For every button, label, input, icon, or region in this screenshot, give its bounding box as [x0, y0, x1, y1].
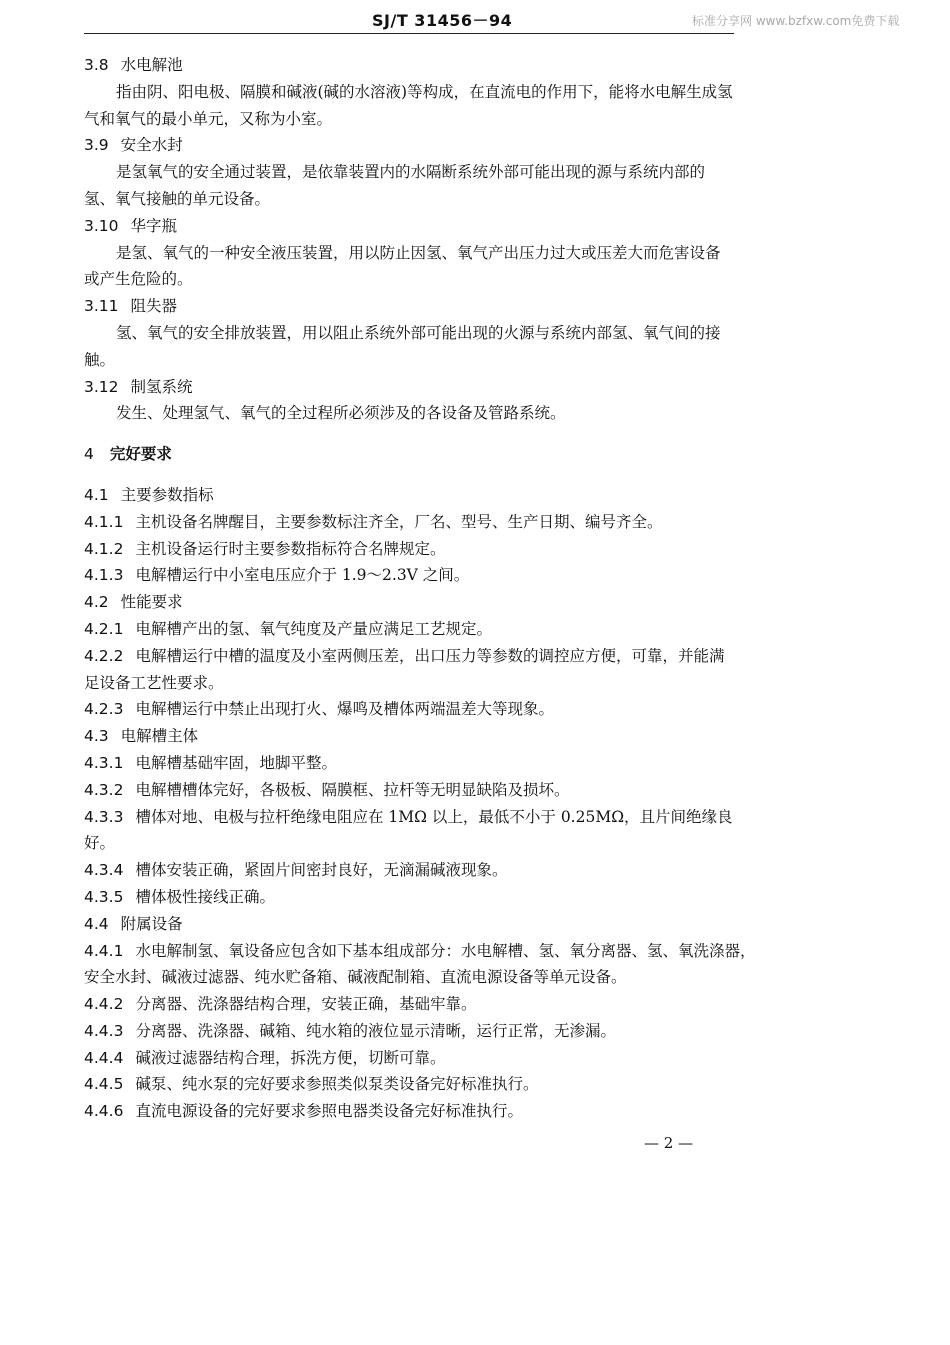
clause-number: 4.2.2 [84, 646, 124, 665]
clause-heading [84, 482, 740, 509]
line-text: 槽体极性接线正确。 [135, 887, 275, 906]
line-text: 电解槽运行中槽的温度及小室两侧压差，出口压力等参数的调控应方便，可靠，并能满 [135, 646, 725, 665]
clause-number: 4.4.1 [84, 941, 124, 960]
clause-number: 3.12 [84, 377, 119, 396]
clause-heading [84, 884, 740, 911]
line-text: 是氢氧气的安全通过装置，是依靠装置内的水隔断系统外部可能出现的源与系统内部的 [116, 163, 706, 182]
clause-number: 3.10 [84, 216, 119, 235]
clause-heading [84, 911, 740, 938]
clause-number: 3.11 [84, 297, 119, 316]
clause-number: 4.3.3 [84, 807, 124, 826]
clause-heading [84, 857, 740, 884]
clause-heading [84, 213, 740, 240]
line-text: 制氢系统 [130, 377, 193, 396]
paragraph-line [84, 964, 740, 991]
line-text: 电解槽主体 [120, 727, 199, 746]
paragraph-line [84, 159, 740, 186]
paragraph-line [84, 240, 740, 267]
clause-number: 4.3.2 [84, 780, 124, 799]
line-text: 是氢、氧气的一种安全液压装置，用以防止因氢、氧气产出压力过大或压差大而危害设备 [116, 243, 721, 262]
clause-number: 4 [84, 445, 94, 464]
clause-heading [84, 777, 740, 804]
clause-heading [84, 696, 740, 723]
line-text: 触。 [84, 350, 116, 369]
clause-heading [84, 589, 740, 616]
paragraph-line [84, 670, 740, 697]
clause-heading [84, 750, 740, 777]
clause-number: 3.8 [84, 56, 109, 74]
clause-number: 4.4 [84, 914, 109, 933]
clause-heading [84, 1045, 740, 1072]
line-text: 电解槽槽体完好，各极板、隔膜框、拉杆等无明显缺陷及损坏。 [135, 780, 570, 799]
clause-number: 3.9 [84, 136, 109, 155]
line-text: 发生、处理氢气、氧气的全过程所必须涉及的各设备及管路系统。 [116, 404, 566, 423]
line-text: 气和氧气的最小单元，又称为小室。 [84, 109, 333, 128]
line-text: 碱液过滤器结构合理，拆洗方便，切断可靠。 [135, 1048, 446, 1067]
line-text: 碱泵、纯水泵的完好要求参照类似泵类设备完好标准执行。 [135, 1075, 539, 1094]
line-text: 或产生危险的。 [84, 270, 193, 289]
standard-code: SJ/T 31456－94 [372, 11, 513, 30]
clause-number: 4.1.2 [84, 539, 124, 558]
clause-heading [84, 991, 740, 1018]
line-text: 分离器、洗涤器结构合理，安装正确，基础牢靠。 [135, 995, 477, 1014]
clause-number: 4.3.5 [84, 887, 124, 906]
clause-number: 4.3.1 [84, 753, 124, 772]
line-text: 电解槽基础牢固，地脚平整。 [135, 753, 337, 772]
line-text: 足设备工艺性要求。 [84, 673, 224, 692]
clause-heading [84, 52, 740, 79]
clause-number: 4.1.1 [84, 512, 124, 531]
line-text: 阻失器 [130, 297, 178, 316]
line-text: 好。 [84, 834, 116, 853]
paragraph-line [84, 266, 740, 293]
line-text: 性能要求 [120, 593, 183, 612]
clause-number: 4.4.3 [84, 1021, 124, 1040]
line-text: 槽体对地、电极与拉杆绝缘电阻应在 1MΩ 以上，最低不小于 0.25MΩ，且片间绝缘良 [135, 807, 733, 826]
line-text: 槽体安装正确，紧固片间密封良好，无滴漏碱液现象。 [135, 861, 508, 880]
clause-heading [84, 1071, 740, 1098]
paragraph-line [84, 320, 740, 347]
header-divider [84, 33, 734, 34]
line-text: 安全水封、碱液过滤器、纯水贮备箱、碱液配制箱、直流电源设备等单元设备。 [84, 968, 627, 987]
paragraph-line [84, 186, 740, 213]
clause-number: 4.3.4 [84, 861, 124, 880]
document-body [84, 52, 756, 1125]
clause-number: 4.1.3 [84, 566, 124, 585]
clause-heading [84, 643, 740, 670]
line-text: 指由阴、阳电极、隔膜和碱液(碱的水溶液)等构成，在直流电的作用下，能将水电解生成氢 [116, 82, 733, 101]
clause-number: 4.2.1 [84, 619, 124, 638]
paragraph-line [84, 347, 740, 374]
clause-number: 4.1 [84, 485, 109, 504]
clause-heading [84, 804, 740, 831]
clause-number: 4.4.5 [84, 1075, 124, 1094]
line-text: 主要参数指标 [120, 485, 214, 504]
line-text: 主机设备运行时主要参数指标符合名牌规定。 [135, 539, 446, 558]
line-text: 完好要求 [109, 444, 172, 464]
section-heading [84, 441, 740, 468]
clause-heading [84, 509, 740, 536]
clause-number: 4.3 [84, 727, 109, 746]
line-text: 主机设备名牌醒目，主要参数标注齐全，厂名、型号、生产日期、编号齐全。 [135, 512, 663, 531]
clause-heading [84, 938, 756, 965]
watermark-text: 标准分享网 www.bzfxw.com免费下载 [692, 14, 900, 28]
clause-heading [84, 374, 740, 401]
paragraph-line [84, 79, 740, 106]
line-text: 水电解制氢、氧设备应包含如下基本组成部分：水电解槽、氢、氧分离器、氢、氧洗涤器， [135, 941, 756, 960]
clause-heading [84, 536, 740, 563]
line-text: 氢、氧气的安全排放装置，用以阻止系统外部可能出现的火源与系统内部氢、氧气间的接 [116, 323, 721, 342]
line-text: 华字瓶 [130, 216, 178, 235]
clause-heading [84, 293, 740, 320]
clause-number: 4.4.4 [84, 1048, 124, 1067]
clause-heading [84, 1098, 740, 1125]
clause-heading [84, 1018, 740, 1045]
line-text: 分离器、洗涤器、碱箱、纯水箱的液位显示清晰，运行正常，无渗漏。 [135, 1021, 616, 1040]
clause-heading [84, 562, 740, 589]
line-text: 电解槽运行中禁止出现打火、爆鸣及槽体两端温差大等现象。 [135, 700, 554, 719]
paragraph-line [84, 400, 740, 427]
clause-heading [84, 723, 740, 750]
clause-heading [84, 616, 740, 643]
line-text: 安全水封 [120, 136, 183, 155]
clause-number: 4.4.2 [84, 995, 124, 1014]
clause-number: 4.2.3 [84, 700, 124, 719]
line-text: 氢、氧气接触的单元设备。 [84, 189, 271, 208]
paragraph-line [84, 830, 740, 857]
clause-heading [84, 132, 740, 159]
line-text: 附属设备 [120, 914, 183, 933]
line-text: 电解槽运行中小室电压应介于 1.9～2.3V 之间。 [135, 566, 470, 585]
line-text: 水电解池 [120, 56, 183, 74]
page-number: — 2 — [644, 1134, 694, 1152]
clause-number: 4.4.6 [84, 1102, 124, 1121]
line-text: 电解槽产出的氢、氧气纯度及产量应满足工艺规定。 [135, 619, 492, 638]
paragraph-line [84, 106, 740, 133]
line-text: 直流电源设备的完好要求参照电器类设备完好标准执行。 [135, 1102, 523, 1121]
clause-number: 4.2 [84, 593, 109, 612]
